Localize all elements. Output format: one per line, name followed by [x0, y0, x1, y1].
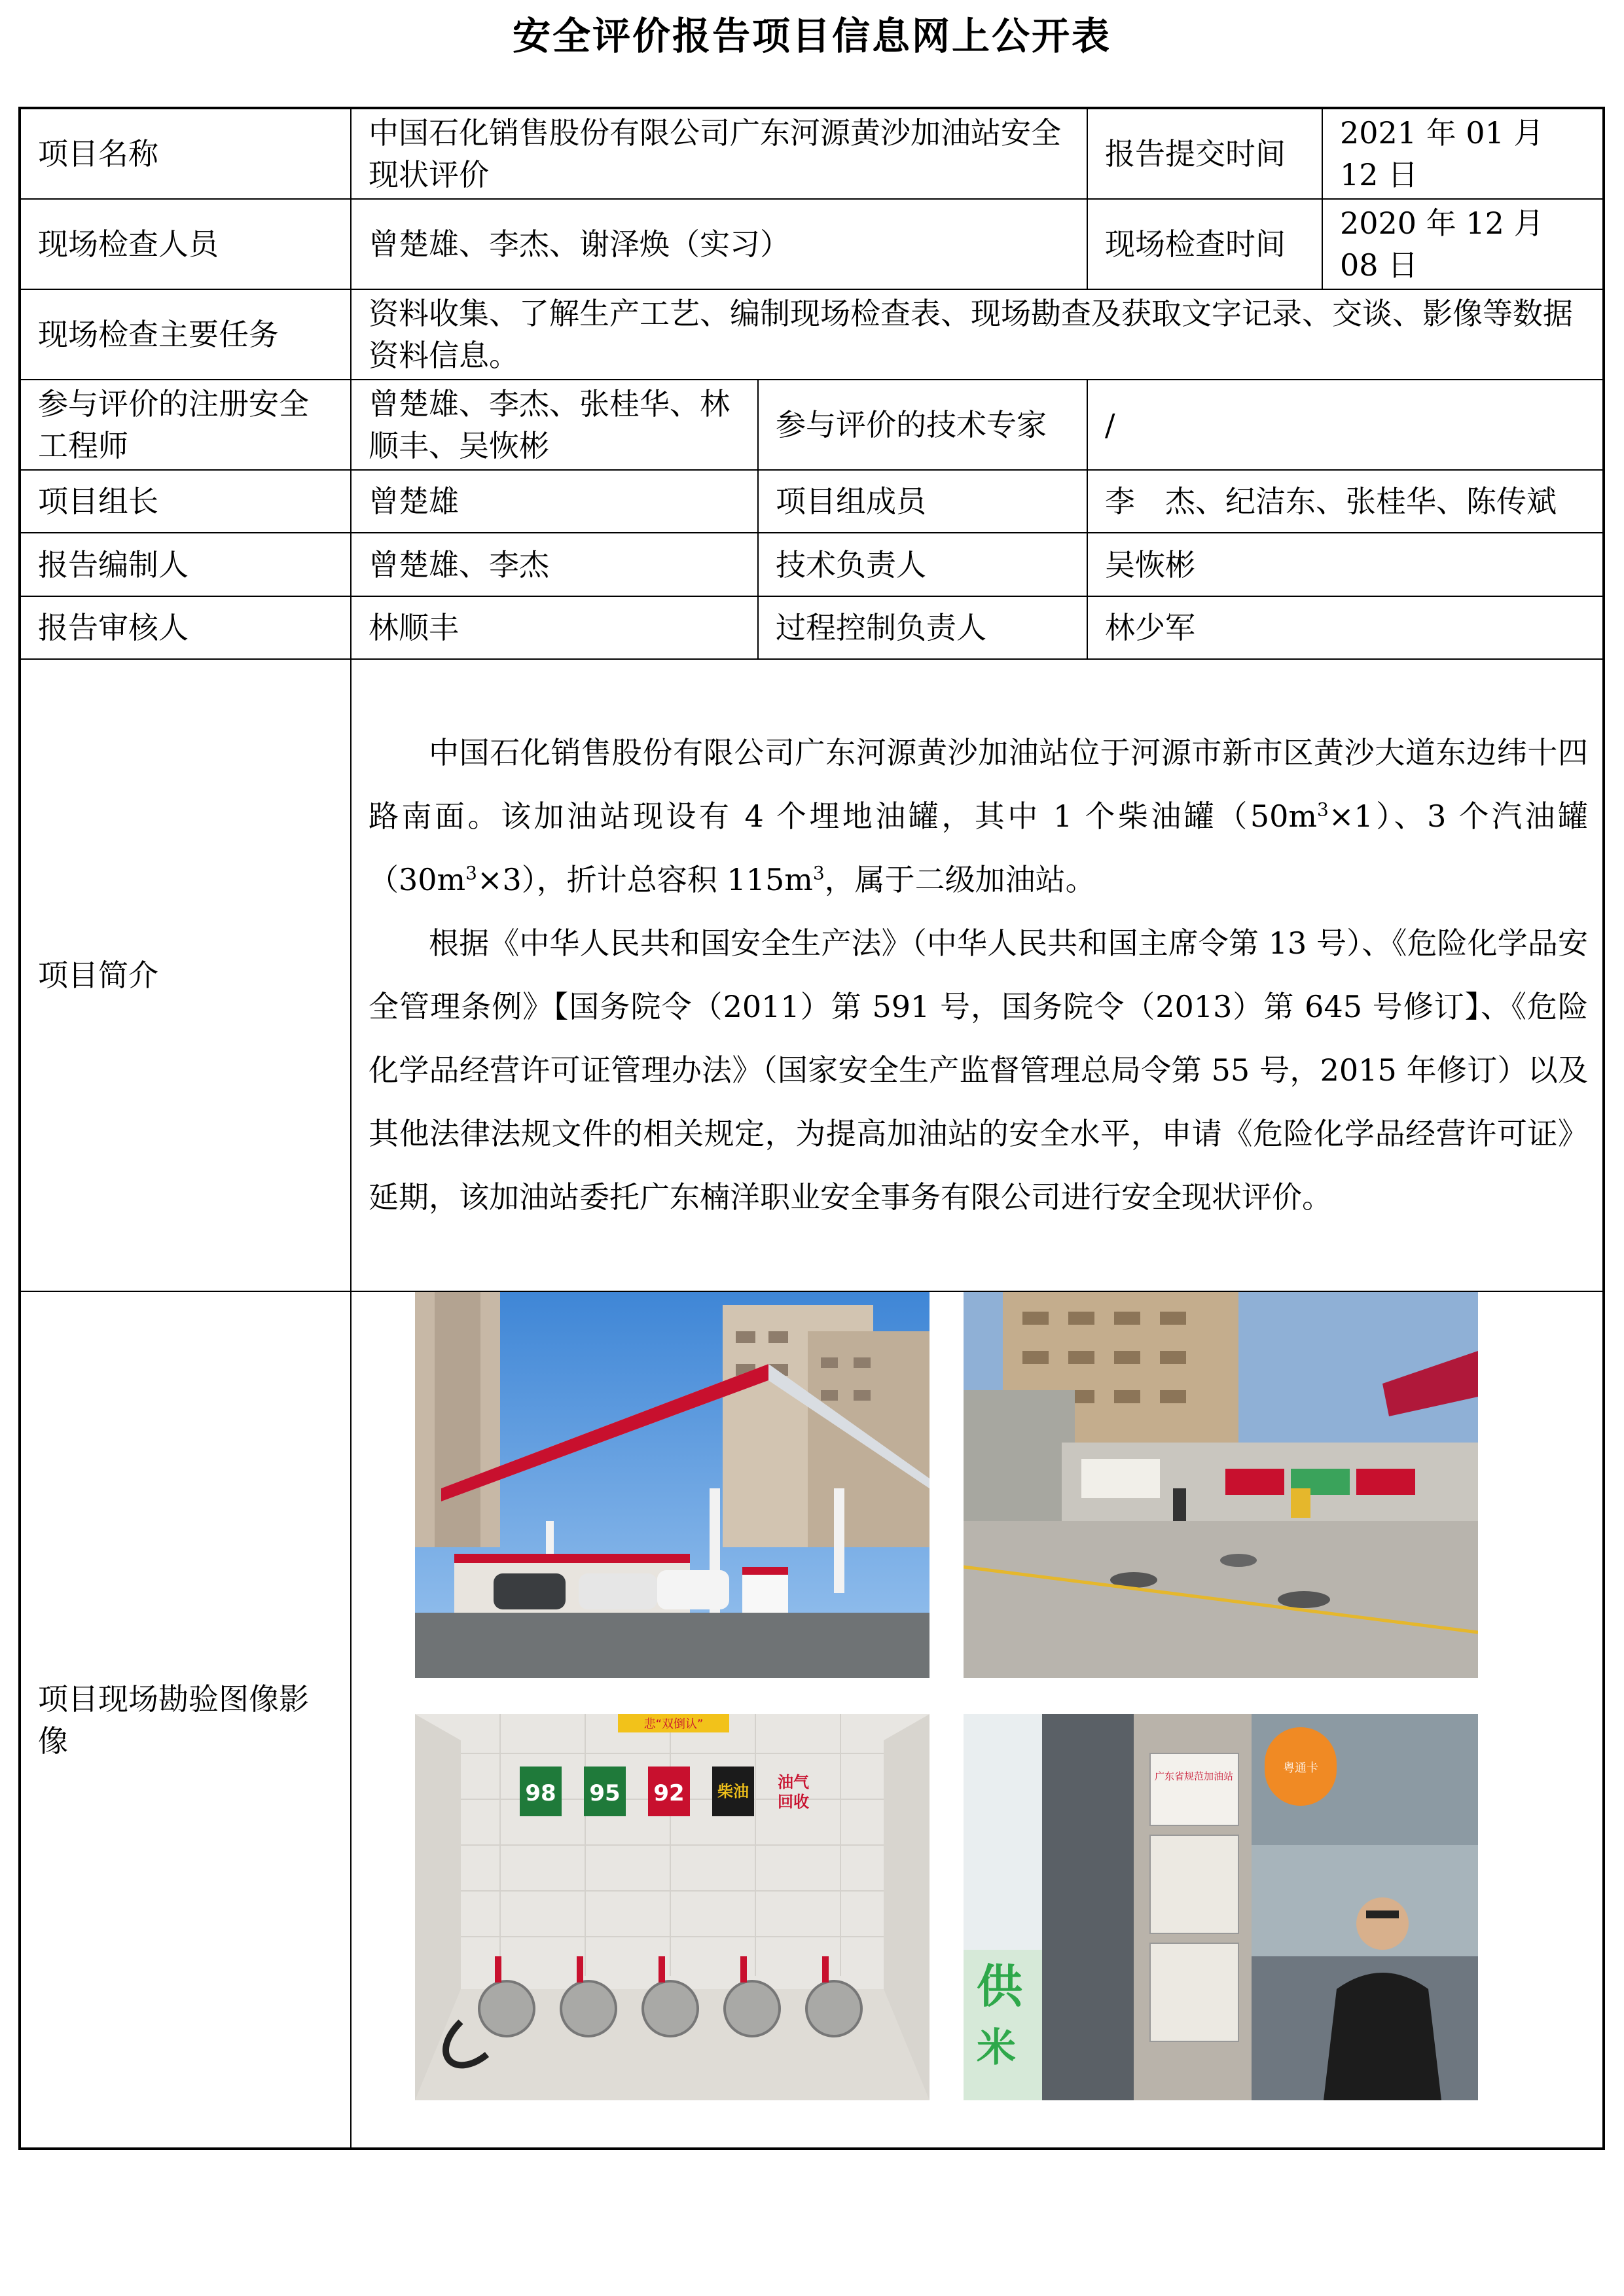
row-editor — [20, 533, 1604, 596]
forecourt-image — [964, 1292, 1478, 1678]
photo-station-canopy — [415, 1292, 929, 1678]
tech-lead-value: 吴恢彬 — [1087, 533, 1604, 596]
project-name-label: 项目名称 — [20, 108, 351, 199]
unloading-valves-image — [415, 1714, 929, 2100]
engineers-label: 参与评价的注册安全工程师 — [20, 380, 351, 470]
images-label: 项目现场勘验图像影像 — [20, 1291, 351, 2149]
intro-paragraph-2: 根据《中华人民共和国安全生产法》（中华人民共和国主席令第 13 号）、《危险化学品安全管理条例》【国务院令（2011）第 591 号，国务院令（2013）第 645 号修订】、《危险化学品经营许可证管理办法》（国家安全生产监督管理总局令第 55 号，2015 年修订）以及其他法律法规文件的相关规定，为提高加油站的安全水平，申请《危险化学品经营许可证》延期，该加油站委托广东楠洋职业安全事务有限公司进行安全现状评价。 — [369, 925, 1588, 1215]
person-body — [1324, 1973, 1441, 2100]
reviewer-value: 林顺丰 — [351, 596, 758, 659]
experts-label: 参与评价的技术专家 — [758, 380, 1087, 470]
tech-lead-label: 技术负责人 — [758, 533, 1087, 596]
valve-banner-text: 悲“双倒认” — [643, 1717, 704, 1731]
photo-storefront — [964, 1714, 1478, 2100]
row-leader — [20, 470, 1604, 533]
storefront-sign-text: 供 — [977, 1960, 1022, 2013]
experts-value: / — [1087, 380, 1604, 470]
leader-value: 曾楚雄 — [351, 470, 758, 533]
photo-forecourt-tanks — [964, 1292, 1478, 1678]
inspectors-value: 曾楚雄、李杰、谢泽焕（实习） — [351, 199, 1087, 289]
process-control-label: 过程控制负责人 — [758, 596, 1087, 659]
row-engineers — [20, 380, 1604, 470]
editor-label: 报告编制人 — [20, 533, 351, 596]
inspection-time-value: 2020 年 12 月 08 日 — [1322, 199, 1604, 289]
photo-unloading-valves — [415, 1714, 929, 2100]
images-cell — [351, 1291, 1604, 2149]
row-tasks — [20, 289, 1604, 380]
page-title: 安全评价报告项目信息网上公开表 — [512, 14, 1111, 58]
storefront-sign-text-2: 米 — [977, 2025, 1016, 2071]
intro-text — [351, 659, 1604, 1291]
inspectors-label: 现场检查人员 — [20, 199, 351, 289]
station-canopy-image — [415, 1292, 929, 1678]
submit-time-value: 2021 年 01 月 12 日 — [1322, 108, 1604, 199]
leader-label: 项目组长 — [20, 470, 351, 533]
label-98: 98 — [525, 1780, 556, 1806]
plaque-text: 广东省规范加油站 — [1154, 1770, 1234, 1782]
project-name-value: 中国石化销售股份有限公司广东河源黄沙加油站安全现状评价 — [351, 108, 1087, 199]
members-value: 李 杰、纪洁东、张桂华、陈传斌 — [1087, 470, 1604, 533]
inspection-time-label: 现场检查时间 — [1087, 199, 1322, 289]
row-project-name — [20, 108, 1604, 199]
person-head — [1356, 1897, 1409, 1950]
yuetong-card-text: 粤通卡 — [1283, 1761, 1318, 1775]
photo-grid — [352, 1292, 1602, 2136]
intro-paragraph-1: 中国石化销售股份有限公司广东河源黄沙加油站位于河源市新市区黄沙大道东边纬十四路南面。该加油站现设有 4 个埋地油罐，其中 1 个柴油罐$(50m^3\times 1)$、3 个汽油罐$(30m^3\times 3)$，折计总容积 $115m^3$，属于二级加油站。 — [369, 735, 1588, 897]
intro-label: 项目简介 — [20, 659, 351, 1291]
row-intro — [20, 659, 1604, 1291]
row-images — [20, 1291, 1604, 2149]
reviewer-label: 报告审核人 — [20, 596, 351, 659]
storefront-image — [964, 1714, 1478, 2100]
editor-value: 曾楚雄、李杰 — [351, 533, 758, 596]
members-label: 项目组成员 — [758, 470, 1087, 533]
submit-time-label: 报告提交时间 — [1087, 108, 1322, 199]
label-92: 92 — [653, 1780, 685, 1806]
plaque-top — [1150, 1753, 1238, 1825]
row-inspectors — [20, 199, 1604, 289]
process-control-value: 林少军 — [1087, 596, 1604, 659]
tasks-value: 资料收集、了解生产工艺、编制现场检查表、现场勘查及获取文字记录、交谈、影像等数据资料信息。 — [351, 289, 1604, 380]
engineers-value: 曾楚雄、李杰、张桂华、林顺丰、吴恢彬 — [351, 380, 758, 470]
label-diesel: 柴油 — [717, 1782, 749, 1801]
info-table — [18, 107, 1605, 2150]
label-95: 95 — [589, 1780, 621, 1806]
row-reviewer — [20, 596, 1604, 659]
label-vapor: 油气 — [778, 1773, 809, 1791]
tasks-label: 现场检查主要任务 — [20, 289, 351, 380]
label-recovery: 回收 — [778, 1793, 809, 1811]
